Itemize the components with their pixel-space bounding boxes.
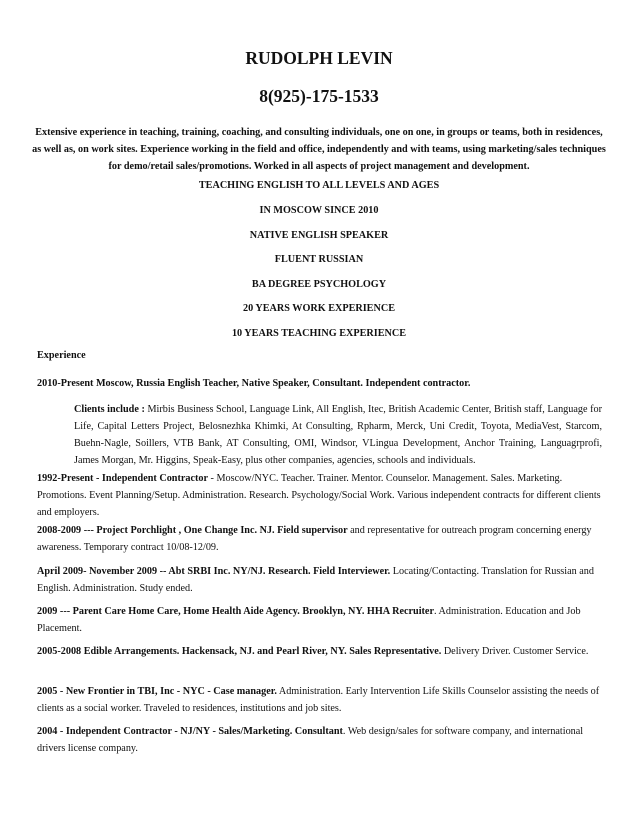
entry-heading: 2009 --- Parent Care Home Care, Home Health Aide Agency. Brooklyn, NY. HHA Recruiter [37, 606, 434, 617]
current-position [37, 375, 603, 392]
entry-text: and representative for outreach program concerning energy awareness. Temporary contract 10/08-12/09. [37, 525, 592, 553]
entry-heading: April 2009- November 2009 -- Abt SRBI Inc. NY/NJ. Research. Field Interviewer. [37, 566, 391, 577]
current-position-heading: 2010-Present Moscow, Russia English Teacher, Native Speaker, Consultant. Independent contractor. [37, 378, 471, 389]
entry-text: Delivery Driver. Customer Service. [441, 646, 589, 657]
highlight-line: IN MOSCOW SINCE 2010 [259, 205, 379, 216]
experience-entry [37, 723, 603, 757]
highlight-line: 20 YEARS WORK EXPERIENCE [243, 303, 395, 314]
candidate-name: RUDOLPH LEVIN [245, 48, 393, 68]
clients-label: Clients include : [74, 404, 145, 415]
experience-entry [37, 563, 603, 597]
entry-text: - Moscow/NYC. Teacher. Trainer. Mentor. Counselor. Management. Sales. Marketing. Promotions. Event Planning/Setup. Administration. Research. Psychology/Social Work. Various independent contracts for different clients and employers. [37, 473, 601, 518]
clients-paragraph [74, 401, 602, 469]
entry-heading: 1992-Present - Independent Contractor [37, 473, 208, 484]
entry-heading: 2005 - New Frontier in TBI, Inc - NYC - Case manager. [37, 686, 277, 697]
phone-number: 8(925)-175-1533 [259, 86, 379, 106]
highlight-line: 10 YEARS TEACHING EXPERIENCE [231, 328, 407, 339]
highlight-line: FLUENT RUSSIAN [274, 254, 364, 265]
highlight-line: TEACHING ENGLISH TO ALL LEVELS AND AGES [198, 180, 440, 191]
clients-list: Mirbis Business School, Language Link, All English, Itec, British Academic Center, British staff, Language for Life, Capital Letters Project, Belosnezhka Khimki, At Consulting, Rpharm, Merck, Uni Credit, Toyota, MediaVest, Starcom, Buehn-Nagle, Soillers, VTB Bank, AT Consulting, OMI, Windsor, VLingua Development, Anchor Training, Languagrprofi, James Morgan, Mr. Higgins, Speak-Easy, plus other companies, agencies, schools and individuals. [74, 404, 602, 466]
entry-heading: 2005-2008 Edible Arrangements. Hackensack, NJ. and Pearl River, NY. Sales Representative. [37, 646, 442, 657]
experience-entry [37, 603, 603, 637]
highlight-line: BA DEGREE PSYCHOLOGY [251, 279, 387, 290]
experience-entry [37, 683, 603, 717]
experience-entry [37, 522, 603, 556]
entry-heading: 2008-2009 --- Project Porchlight , One Change Inc. NJ. Field supervisor [37, 525, 348, 536]
summary-paragraph: Extensive experience in teaching, training, coaching, and consulting individuals, one on one, in groups or teams, both in residences, as well as, on work sites. Experience working in the field and office, independently and with teams, using marketing/sales techniques for demo/retail sales/promotions. Worked in all aspects of project management and development. [32, 127, 606, 172]
entry-text: Locating/Contacting. Translation for Russian and English. Administration. Study ended. [37, 566, 594, 594]
entry-text: Administration. Early Intervention Life Skills Counselor assisting the needs of clients as a social worker. Traveled to residences, institutions and job sites. [37, 686, 600, 714]
experience-entry [37, 643, 603, 660]
experience-entry [37, 470, 603, 521]
entry-text: . Administration. Education and Job Placement. [37, 606, 581, 634]
highlight-line: NATIVE ENGLISH SPEAKER [249, 230, 389, 241]
entry-text: . Web design/sales for software company, and international drivers license company. [37, 726, 584, 754]
experience-heading: Experience [37, 350, 86, 361]
entry-heading: 2004 - Independent Contractor - NJ/NY - Sales/Marketing. Consultant [37, 726, 343, 737]
